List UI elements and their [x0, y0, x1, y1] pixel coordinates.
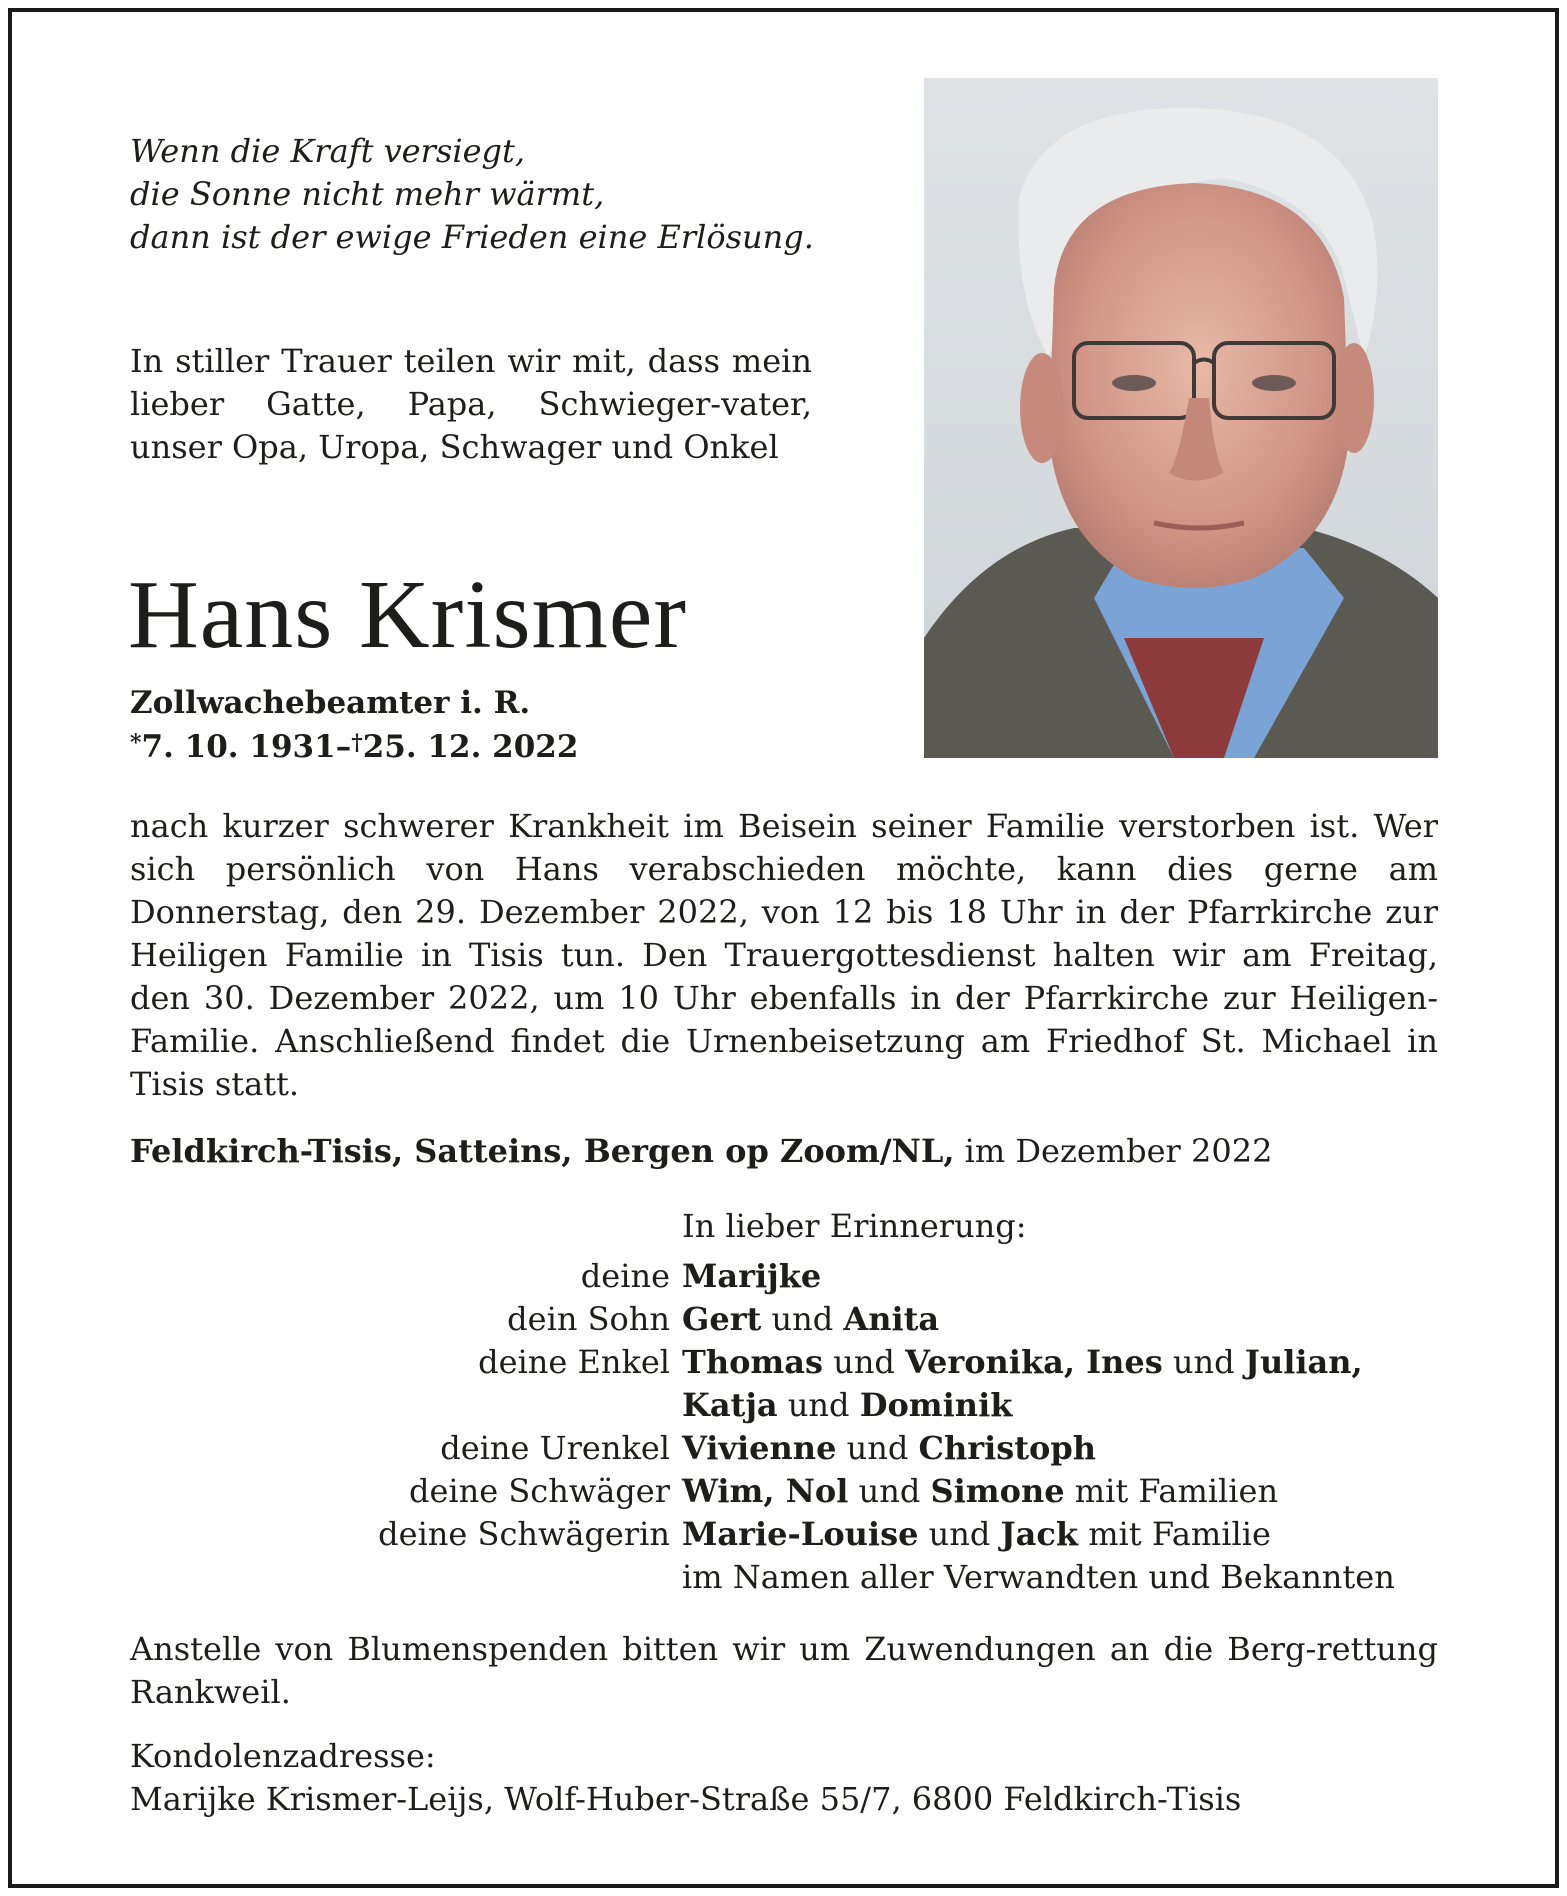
- relation: deine: [580, 1257, 670, 1295]
- relation: deine Schwäger: [408, 1472, 670, 1510]
- member-name: Jack: [1000, 1515, 1079, 1553]
- member-name: Marijke: [682, 1257, 822, 1295]
- deceased-name: Hans Krismer: [128, 561, 688, 669]
- member-name: Anita: [843, 1300, 940, 1338]
- family-row: [130, 1298, 1440, 1341]
- poem: [130, 130, 814, 259]
- family-row: [130, 1341, 1440, 1384]
- members: [682, 1513, 1271, 1556]
- member-name: Thomas: [682, 1343, 824, 1381]
- members: [682, 1427, 1096, 1470]
- member-name: Veronika, Ines: [905, 1343, 1163, 1381]
- joiner: und: [848, 1472, 931, 1510]
- family-row: [130, 1255, 1440, 1298]
- month-year: im Dezember 2022: [964, 1132, 1273, 1170]
- relation: [130, 1384, 682, 1427]
- poem-line: Wenn die Kraft versiegt,: [130, 132, 526, 170]
- place-date-line: [130, 1130, 1272, 1173]
- portrait-illustration: [924, 78, 1438, 758]
- member-name: Christoph: [918, 1429, 1096, 1467]
- relation: deine Enkel: [478, 1343, 670, 1381]
- death-symbol: †: [351, 730, 363, 756]
- family-row: [130, 1513, 1440, 1556]
- member-name: Gert: [682, 1300, 762, 1338]
- joiner: und: [823, 1343, 906, 1381]
- poem-line: die Sonne nicht mehr wärmt,: [130, 175, 605, 213]
- condolence-block: [130, 1735, 1241, 1821]
- family-list: [130, 1255, 1440, 1599]
- member-name: Vivienne: [682, 1429, 837, 1467]
- joiner: und: [836, 1429, 919, 1467]
- portrait-photo: [924, 78, 1438, 758]
- joiner: und: [761, 1300, 844, 1338]
- closing-line: im Namen aller Verwandten und Bekannten: [682, 1558, 1395, 1596]
- member-name: Simone: [930, 1472, 1065, 1510]
- family-row: [130, 1384, 1440, 1427]
- date-separator: –: [335, 729, 352, 765]
- members: [682, 1341, 1363, 1384]
- members: [682, 1556, 1395, 1599]
- family-row: [130, 1470, 1440, 1513]
- remembrance-heading: In lieber Erinnerung:: [682, 1207, 1027, 1245]
- relation: deine Urenkel: [440, 1429, 670, 1467]
- joiner: mit Familien: [1064, 1472, 1279, 1510]
- announcement-text: nach kurzer schwerer Krankheit im Beisein seiner Familie verstorben ist. Wer sich persönlich von Hans verabschieden möchte, kann dies gerne am Donnerstag, den 29. Dezember 2022, von 12 bis 18 Uhr in der Pfarrkirche zur Heiligen Familie in Tisis tun. Den Trauergottesdienst halten wir am Freitag, den 30. Dezember 2022, um 10 Uhr ebenfalls in der Pfarrkirche zur Heiligen-Familie. Anschließend findet die Urnenbeisetzung am Friedhof St. Michael in Tisis statt.: [130, 807, 1438, 1103]
- life-dates: [130, 727, 578, 767]
- condolence-label: Kondolenzadresse:: [130, 1737, 436, 1775]
- deceased-title: Zollwachebeamter i. R.: [130, 685, 531, 721]
- family-row: [130, 1556, 1440, 1599]
- poem-line: dann ist der ewige Frieden eine Erlösung.: [130, 218, 814, 256]
- birth-symbol: *: [130, 730, 142, 756]
- members: [682, 1255, 821, 1298]
- relation: [130, 1556, 682, 1599]
- member-name: Julian,: [1244, 1343, 1363, 1381]
- member-name: Katja: [682, 1386, 778, 1424]
- relation: deine Schwägerin: [378, 1515, 670, 1553]
- locations: Feldkirch-Tisis, Satteins, Bergen op Zoom/NL,: [130, 1132, 955, 1170]
- birth-date: 7. 10. 1931: [141, 729, 336, 765]
- members: [682, 1298, 939, 1341]
- donation-note: Anstelle von Blumenspenden bitten wir um Zuwendungen an die Berg-rettung Rankweil.: [130, 1630, 1438, 1711]
- members: [682, 1384, 1012, 1427]
- joiner: und: [777, 1386, 860, 1424]
- joiner: mit Familie: [1078, 1515, 1271, 1553]
- family-row: [130, 1427, 1440, 1470]
- condolence-address: Marijke Krismer-Leijs, Wolf-Huber-Straße 55/7, 6800 Feldkirch-Tisis: [130, 1780, 1242, 1818]
- relation: dein Sohn: [507, 1300, 670, 1338]
- member-name: Marie-Louise: [682, 1515, 919, 1553]
- members: [682, 1470, 1278, 1513]
- intro-text: In stiller Trauer teilen wir mit, dass mein lieber Gatte, Papa, Schwieger-vater, unser Opa, Uropa, Schwager und Onkel: [130, 342, 812, 466]
- death-date: 25. 12. 2022: [362, 729, 579, 765]
- member-name: Dominik: [859, 1386, 1013, 1424]
- joiner: und: [918, 1515, 1001, 1553]
- member-name: Wim, Nol: [682, 1472, 849, 1510]
- joiner: und: [1162, 1343, 1245, 1381]
